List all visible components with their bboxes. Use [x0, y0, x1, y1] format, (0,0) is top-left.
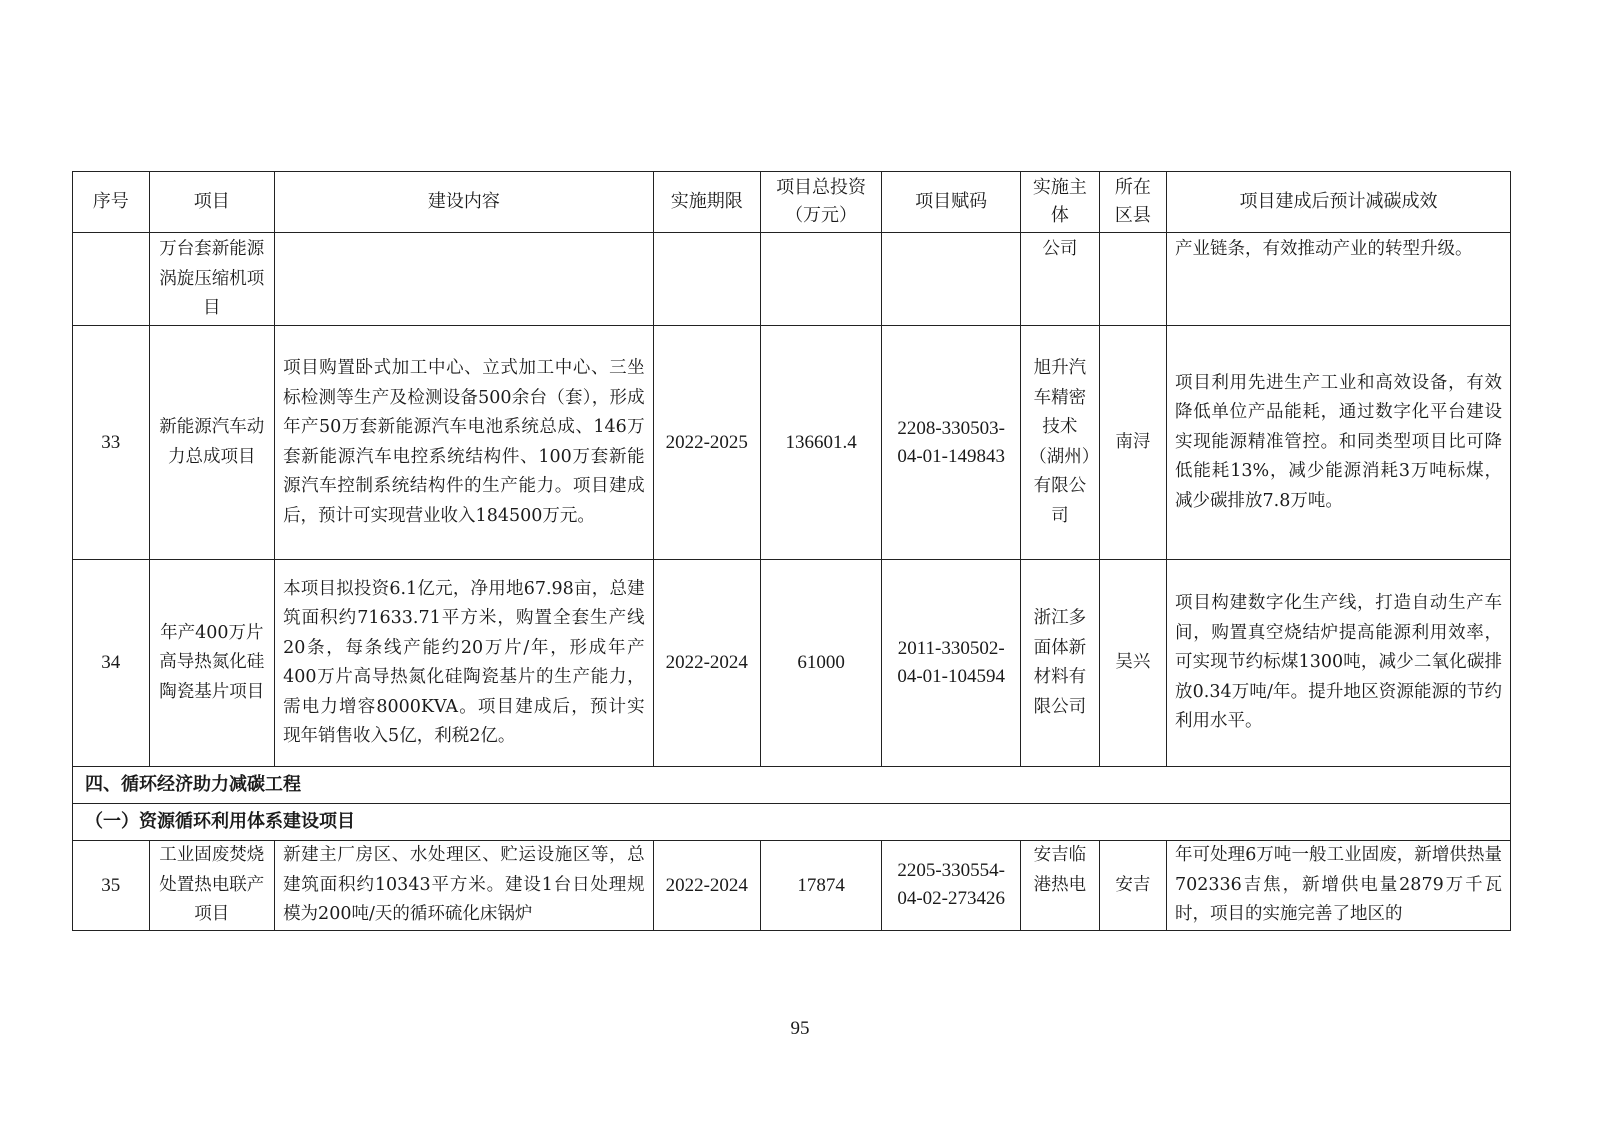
cell-code: 2205-330554-04-02-273426: [882, 841, 1021, 931]
header-content: 建设内容: [275, 172, 654, 233]
cell-period: 2022-2024: [653, 560, 760, 767]
cell-effect: 产业链条，有效推动产业的转型升级。: [1167, 233, 1511, 326]
cell-period: 2022-2025: [653, 326, 760, 560]
table-header-row: [73, 172, 1511, 233]
cell-county: [1099, 233, 1166, 326]
section-heading: 四、循环经济助力减碳工程: [73, 767, 1511, 804]
cell-content: 本项目拟投资6.1亿元，净用地67.98亩，总建筑面积约71633.71平方米，购置全套生产线20条，每条线产能约20万片/年，形成年产400万片高导热氮化硅陶瓷基片的生产能力，需电力增容8000KVA。项目建成后，预计实现年销售收入5亿，利税2亿。: [275, 560, 654, 767]
cell-code: [882, 233, 1021, 326]
table-row: [73, 841, 1511, 931]
cell-project: 年产400万片高导热氮化硅陶瓷基片项目: [149, 560, 275, 767]
header-seq: 序号: [73, 172, 150, 233]
cell-entity: 浙江多面体新材料有限公司: [1021, 560, 1100, 767]
subsection-heading-row: [73, 804, 1511, 841]
cell-county: 吴兴: [1099, 560, 1166, 767]
header-investment: 项目总投资（万元）: [760, 172, 881, 233]
section-heading-row: [73, 767, 1511, 804]
header-period: 实施期限: [653, 172, 760, 233]
cell-investment: 61000: [760, 560, 881, 767]
cell-county: 安吉: [1099, 841, 1166, 931]
cell-investment: 17874: [760, 841, 881, 931]
cell-code: 2208-330503-04-01-149843: [882, 326, 1021, 560]
project-table: [72, 171, 1511, 931]
cell-project: 万台套新能源涡旋压缩机项目: [149, 233, 275, 326]
cell-effect: 项目构建数字化生产线，打造自动生产车间，购置真空烧结炉提高能源利用效率，可实现节约标煤1300吨，减少二氧化碳排放0.34万吨/年。提升地区资源能源的节约利用水平。: [1167, 560, 1511, 767]
cell-investment: 136601.4: [760, 326, 881, 560]
cell-content: 新建主厂房区、水处理区、贮运设施区等，总建筑面积约10343平方米。建设1台日处理规模为200吨/天的循环硫化床锅炉: [275, 841, 654, 931]
cell-period: 2022-2024: [653, 841, 760, 931]
subsection-heading: （一）资源循环利用体系建设项目: [73, 804, 1511, 841]
cell-project: 新能源汽车动力总成项目: [149, 326, 275, 560]
cell-effect: 年可处理6万吨一般工业固废，新增供热量702336吉焦，新增供电量2879万千瓦时，项目的实施完善了地区的: [1167, 841, 1511, 931]
cell-seq: 33: [73, 326, 150, 560]
cell-effect: 项目利用先进生产工业和高效设备，有效降低单位产品能耗，通过数字化平台建设实现能源精准管控。和同类型项目比可降低能耗13%，减少能源消耗3万吨标煤，减少碳排放7.8万吨。: [1167, 326, 1511, 560]
cell-entity: 公司: [1021, 233, 1100, 326]
cell-project: 工业固废焚烧处置热电联产项目: [149, 841, 275, 931]
header-entity: 实施主体: [1021, 172, 1100, 233]
cell-county: 南浔: [1099, 326, 1166, 560]
header-county: 所在区县: [1099, 172, 1166, 233]
table-row: [73, 560, 1511, 767]
page-number: 95: [790, 1018, 810, 1039]
header-code: 项目赋码: [882, 172, 1021, 233]
cell-entity: 旭升汽车精密技术（湖州）有限公司: [1021, 326, 1100, 560]
table-row: [73, 326, 1511, 560]
cell-period: [653, 233, 760, 326]
cell-seq: 34: [73, 560, 150, 767]
header-effect: 项目建成后预计减碳成效: [1167, 172, 1511, 233]
cell-content: [275, 233, 654, 326]
cell-seq: [73, 233, 150, 326]
table-row: [73, 233, 1511, 326]
cell-content: 项目购置卧式加工中心、立式加工中心、三坐标检测等生产及检测设备500余台（套），形成年产50万套新能源汽车电池系统总成、146万套新能源汽车电控系统结构件、100万套新能源汽车控制系统结构件的生产能力。项目建成后，预计可实现营业收入184500万元。: [275, 326, 654, 560]
cell-seq: 35: [73, 841, 150, 931]
cell-entity: 安吉临港热电: [1021, 841, 1100, 931]
cell-code: 2011-330502-04-01-104594: [882, 560, 1021, 767]
cell-investment: [760, 233, 881, 326]
header-project: 项目: [149, 172, 275, 233]
